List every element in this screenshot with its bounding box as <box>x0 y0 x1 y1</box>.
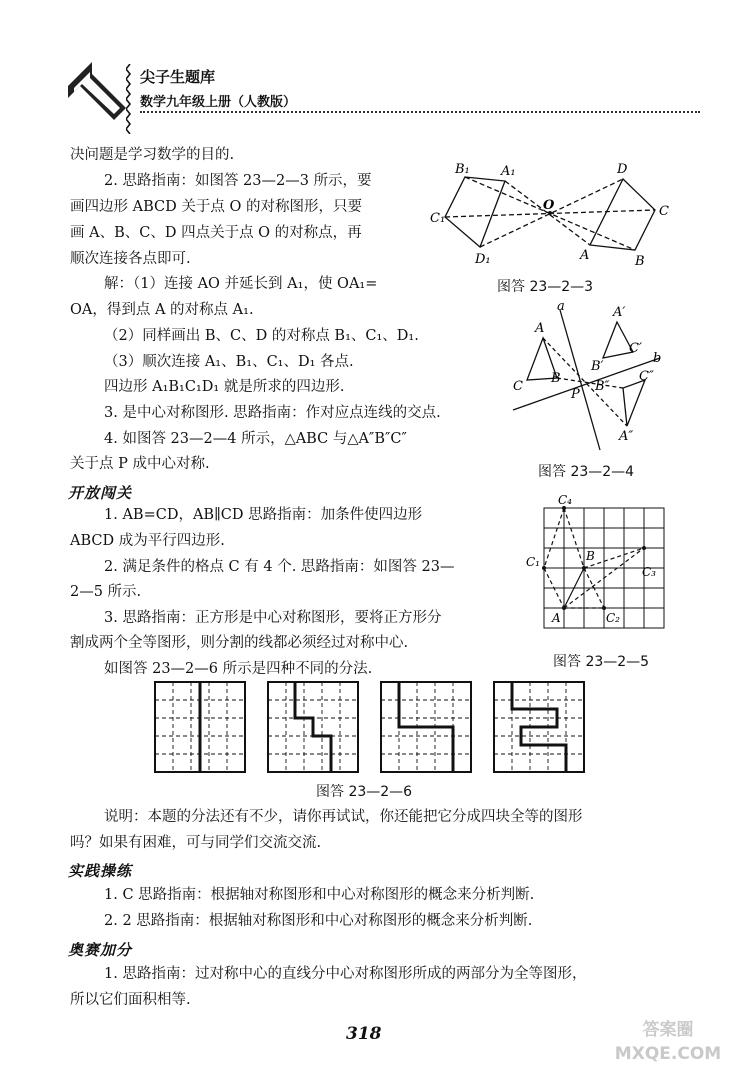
label-D1: D₁ <box>475 252 491 267</box>
text-line: 画 A、B、C、D 四点关于点 O 的对称点，再 <box>70 225 362 241</box>
label-C1: C₁ <box>430 211 446 226</box>
section-heading-practice: 实践操练 <box>68 862 133 880</box>
label-C1: C₁ <box>526 555 540 569</box>
figure-23-2-5 <box>522 494 672 650</box>
figure-23-2-3 <box>425 155 675 275</box>
label-A: A <box>552 611 561 625</box>
label-C2: C₂ <box>606 611 620 625</box>
label-B-dprime: B″ <box>595 379 610 394</box>
figure-caption: 图答 23—2—3 <box>497 279 594 295</box>
book-subtitle: 数学九年级上册（人教版） <box>140 95 297 110</box>
division-square-3 <box>381 682 471 772</box>
text-line: 1. 思路指南：过对称中心的直线分中心对称图形所成的两部分为全等图形， <box>104 966 587 982</box>
label-C-dprime: C″ <box>639 369 654 384</box>
text-line: 1. AB=CD，AB∥CD 思路指南：加条件使四边形 <box>104 507 423 523</box>
figure-23-2-6 <box>150 678 610 776</box>
label-A1: A₁ <box>501 164 516 179</box>
text-line: 2. 满足条件的格点 C 有 4 个. 思路指南：如图答 23— <box>104 559 455 575</box>
figure-23-2-4 <box>505 300 675 460</box>
label-C3: C₃ <box>642 565 656 579</box>
header <box>60 58 700 128</box>
label-A-prime: A′ <box>613 305 626 320</box>
zigzag-divider <box>126 64 134 134</box>
label-B: B <box>551 371 561 386</box>
text-line: 4. 如图答 23—2—4 所示，△ABC 与△A″B″C″ <box>104 431 407 447</box>
text-line: 3. 思路指南：正方形是中心对称图形，要将正方形分 <box>104 610 442 626</box>
text-line: 吗？如果有困难，可与同学们交流交流. <box>70 835 322 851</box>
figure-caption: 图答 23—2—4 <box>538 464 635 480</box>
text-line: 决问题是学习数学的目的. <box>70 147 235 163</box>
label-D: D <box>617 162 628 177</box>
text-line: 解：（1）连接 AO 并延长到 A₁，使 OA₁= <box>104 276 378 292</box>
label-C: C <box>659 204 669 219</box>
header-dotted-rule <box>140 111 700 113</box>
division-square-1 <box>155 682 245 772</box>
text-line: 顺次连接各点即可. <box>70 251 191 267</box>
text-line: 说明：本题的分法还有不少，请你再试试，你还能把它分成四块全等的图形 <box>104 809 583 825</box>
text-line: 3. 是中心对称图形. 思路指南：作对应点连线的交点. <box>104 405 441 421</box>
label-O: O <box>543 198 555 213</box>
text-line: 割成两个全等图形，则分割的线都必须经过对称中心. <box>70 635 409 651</box>
text-line: 2—5 所示. <box>70 584 142 600</box>
section-heading-open: 开放闯关 <box>68 484 133 502</box>
text-line: 所以它们面积相等. <box>70 992 191 1008</box>
text-line: 2. 2 思路指南：根据轴对称图形和中心对称图形的概念来分析判断. <box>104 913 533 929</box>
label-A: A <box>580 248 590 263</box>
label-A: A <box>535 321 545 336</box>
book-series-title: 尖子生题库 <box>140 68 216 86</box>
text-line: （3）顺次连接 A₁、B₁、C₁、D₁ 各点. <box>104 354 354 370</box>
text-line: （2）同样画出 B、C、D 的对称点 B₁、C₁、D₁. <box>104 328 419 344</box>
text-line: 画四边形 ABCD 关于点 O 的对称图形，只要 <box>70 199 362 215</box>
page-number: 318 <box>346 1024 382 1044</box>
text-line: 2. 思路指南：如图答 23—2—3 所示，要 <box>104 173 372 189</box>
text-line: 如图答 23—2—6 所示是四种不同的分法. <box>104 661 373 677</box>
label-a: a <box>557 300 565 314</box>
section-heading-bonus: 奥赛加分 <box>68 941 133 959</box>
figure-caption: 图答 23—2—5 <box>553 654 650 670</box>
label-C4: C₄ <box>558 494 572 507</box>
label-B-prime: B′ <box>591 359 604 374</box>
text-line: 1. C 思路指南：根据轴对称图形和中心对称图形的概念来分析判断. <box>104 887 535 903</box>
division-square-4 <box>494 682 584 772</box>
division-square-2 <box>268 682 358 772</box>
label-B: B <box>586 549 595 563</box>
label-B: B <box>635 254 645 269</box>
text-line: 关于点 P 成中心对称. <box>70 456 210 472</box>
figure-caption: 图答 23—2—6 <box>316 784 413 800</box>
label-A-dprime: A″ <box>619 429 634 444</box>
text-line: 四边形 A₁B₁C₁D₁ 就是所求的四边形. <box>104 379 345 395</box>
label-C-prime: C′ <box>629 341 642 356</box>
label-b: b <box>653 351 662 366</box>
label-B1: B₁ <box>455 162 470 177</box>
label-C: C <box>513 379 523 394</box>
watermark: 答案圈 MXQE.COM <box>614 1020 722 1064</box>
text-line: OA，得到点 A 的对称点 A₁. <box>70 302 254 318</box>
text-line: ABCD 成为平行四边形. <box>70 533 225 549</box>
label-P: P <box>571 387 580 402</box>
